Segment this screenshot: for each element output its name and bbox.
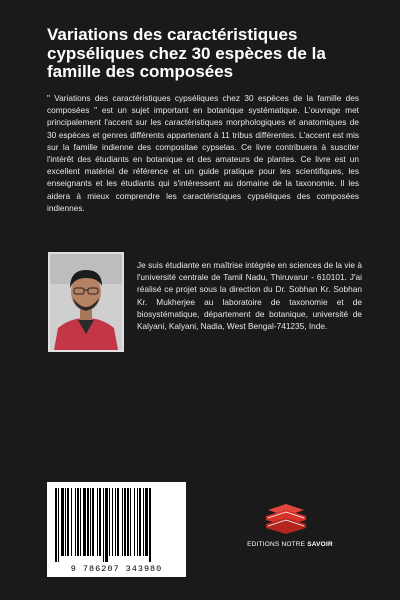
- barcode-bar: [58, 488, 59, 562]
- barcode-bar: [117, 488, 119, 556]
- barcode-bar: [105, 488, 108, 562]
- barcode-bar: [149, 488, 151, 562]
- barcode-bar: [103, 488, 104, 562]
- barcode-bar: [80, 488, 81, 556]
- book-description: " Variations des caractéristiques cypséliques chez 30 espèces de la famille des composées " est un sujet important en botanique systématique. L'ouvrage met principalement l'accent sur les caractéristiques morphologiques et anatomiques de 30 espèces et genres différents appartenant à 11 tribus différentes. L'accent est mis sur la famille indienne des compositae cypselas. Ce livre contribuera à susciter l'intérêt des étudiants en botanique et des amateurs de plantes. Ce livre est un excellent matériel de référence et un guide pratique pour les scientifiques, les enseignants et les étudiants qui s'intéressent au domaine de la taxonomie. Il les aidera à mieux comprendre les caractéristiques cypséliques des composées indiennes.: [47, 93, 359, 213]
- publisher-name-regular: EDITIONS NOTRE: [247, 541, 308, 548]
- barcode-bar: [90, 488, 91, 556]
- isbn-number: 9 786207 343980: [70, 564, 163, 574]
- barcode-bar: [109, 488, 110, 556]
- barcode-bar: [122, 488, 123, 556]
- barcode-bar: [127, 488, 129, 556]
- barcode-bars: [47, 486, 186, 566]
- author-photo: [48, 252, 124, 352]
- barcode-bar: [71, 488, 72, 556]
- barcode-bar: [139, 488, 141, 556]
- barcode-bar: [97, 488, 98, 556]
- publisher-name: [235, 541, 345, 548]
- barcode-bar: [67, 488, 69, 556]
- barcode-bar: [99, 488, 101, 556]
- barcode-bar: [137, 488, 138, 556]
- barcode-bar: [143, 488, 144, 556]
- barcode-bar: [92, 488, 94, 556]
- author-portrait-image: [50, 254, 122, 350]
- publisher-logo: [256, 500, 316, 541]
- barcode-bar: [124, 488, 126, 556]
- barcode-bar: [77, 488, 79, 556]
- stacked-books-icon: [256, 500, 316, 536]
- barcode-bar: [75, 488, 76, 556]
- barcode-bar: [65, 488, 66, 556]
- barcode-bar: [87, 488, 89, 556]
- barcode-bar: [61, 488, 64, 556]
- barcode-bar: [130, 488, 131, 556]
- barcode-bar: [83, 488, 86, 556]
- isbn-barcode: [47, 482, 186, 577]
- barcode-bar: [55, 488, 57, 562]
- publisher-name-bold: SAVOIR: [307, 541, 333, 548]
- barcode-bar: [134, 488, 135, 556]
- barcode-bar: [115, 488, 116, 556]
- barcode-bar: [145, 488, 148, 556]
- book-title: Variations des caractéristiques cypséliques chez 30 espèces de la famille des composées: [47, 25, 326, 81]
- barcode-bar: [112, 488, 113, 556]
- author-biography: Je suis étudiante en maîtrise intégrée en sciences de la vie à l'université centrale de Tamil Nadu, Thiruvarur - 610101. J'ai réalisé ce projet sous la direction du Dr. Sobhan Kr. Sobhan Kr. Mukherjee au laboratoire de taxonomie et de biosystématique, département de botanique, université de Kalyani, Kalyani, Nadia, West Bengal-741235, Inde.: [137, 260, 362, 332]
